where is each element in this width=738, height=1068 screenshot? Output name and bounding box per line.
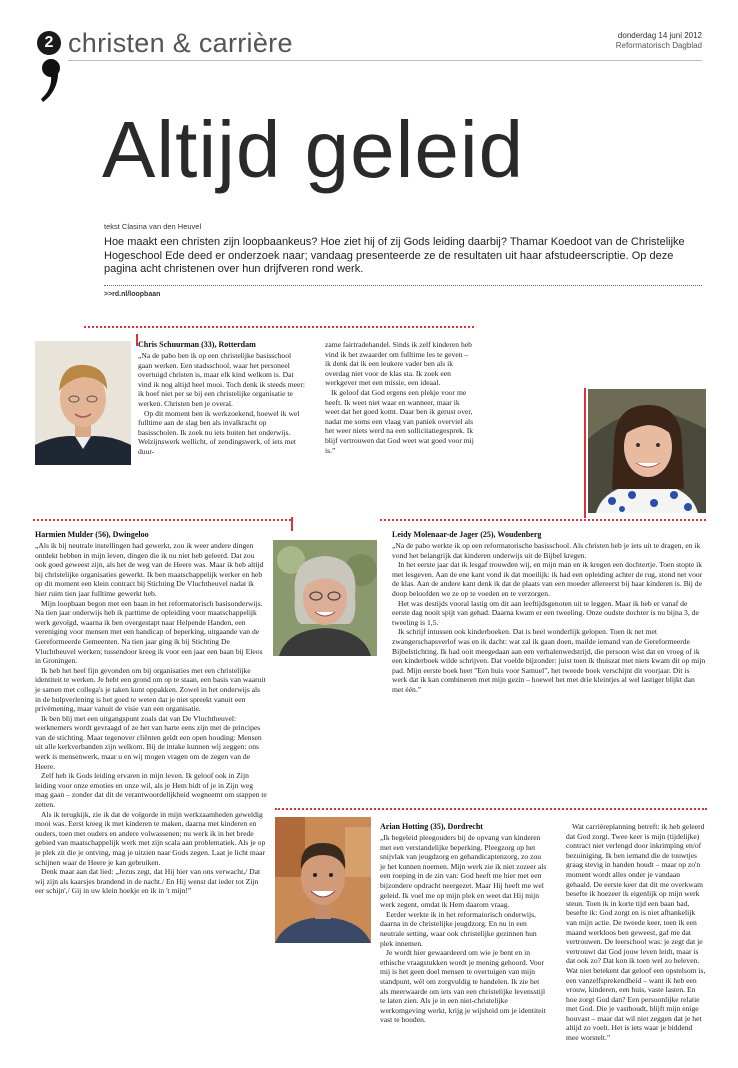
name-harmien: Harmien Mulder (56), Dwingeloo — [35, 530, 149, 539]
paragraph: „Als ik bij neutrale instellingen had gewerkt, zou ik weer andere dingen ontdekt hebben in mijn leven, dingen die ik nu niet heb geleerd. Dat zou ook goed geweest zijn, als het de weg van de Heere was. Maar ik heb altijd bij christelijke organisaties gewerkt. Ik ben maatschappelijk werker en heb op dit moment een klein contract bij Stichting De Vluchtheuvel nadat ik hier ruim tien jaar fulltime gewerkt heb. — [35, 541, 264, 598]
comma-ornament — [40, 56, 60, 104]
page-number-badge — [37, 31, 61, 55]
intro-divider — [104, 285, 702, 286]
paragraph: Ik heb het heel fijn gevonden om bij organisaties met een christelijke identiteit te werken. Je hebt een grond om op te staan, een basis van waaruit je samen met collega's je taken kunt oppakken. Zowel in het onderwijs als in de hulpverlening is het goed te weten dat je niet spreekt vanuit een privémening, maar vanuit de visie van een organisatie. — [35, 665, 266, 714]
text-leidy — [392, 541, 706, 695]
issue-date: donderdag 14 juni 2012 — [617, 31, 702, 40]
paragraph: „Na de pabo werkte ik op een reformatorische basisschool. Als christen heb je iets uit te dragen, en ik vond het belangrijk dat kinderen onderwijs uit de Bijbel kregen. — [392, 541, 701, 560]
name-arian: Arian Hotting (35), Dordrecht — [380, 822, 483, 831]
paragraph: Op dit moment ben ik werkzoekend, hoewel ik wel fulltime aan de slag ben als invalkracht op basisscholen. Ik zoek nu iets buiten het onderwijs. Welzijnswerk wellicht, of zendingswerk, of iets met duur- — [138, 408, 300, 456]
divider-arian-top — [275, 808, 707, 810]
paragraph: Denk maar aan dat lied: „Jezus zegt, dat Hij hier van ons verwacht,/ Dat wij zijn als kaarsjes brandend in de nacht./ En Hij wenst dat ieder tot Zijn eer schijn',/ Gij in uw klein hoekje en ik in 't mijn!” — [35, 867, 261, 896]
page-number: 2 — [44, 34, 54, 51]
byline: tekst Clasina van den Heuvel — [104, 222, 202, 231]
paragraph: Het was destijds vooral lastig om dit aan leeftijdsgenoten uit te leggen. Maar ik heb er vanaf de eerste dag nooit spijt van gehad. Daarna kwam er een tweeling. Onze oudste dochter is nu bijna 3, de tweeling is 1,5. — [392, 598, 699, 627]
header-rule — [68, 60, 702, 61]
photo-leidy — [588, 389, 706, 513]
paragraph: „Na de pabo ben ik op een christelijke basisschool gaan werken. Een stadsschool, waar het personeel overtuigd christen is, maar elk kind welkom is. Dat vind ik nog altijd heel mooi. Toch denk ik steeds meer: ik hoef niet per se bij een christelijke organisatie te werken. Christen ben je overal. — [138, 351, 305, 408]
paragraph: Mijn loopbaan begon met een baan in het reformatorisch basisonderwijs. Na tien jaar onderwijs heb ik parttime de opleiding voor maatschappelijk werk gevolgd, waarna ik ben overgestapt naar Helpende Handen, een vereniging voor mensen met een handicap of beperking, uitgaande van de Gereformeerde Gemeenten. Na tien jaar ging ik bij Stichting De Vluchtheuvel werken; tussendoor kreeg ik voor een jaar een baan bij Eleos in Groningen. — [35, 598, 263, 666]
paragraph: In het eerste jaar dat ik lesgaf trouwden wij, en mijn man en ik kregen een dochtertje. Toen stopte ik met lesgeven. Aan de ene kant vond ik dat moeilijk: ik had een opleiding achter de rug, stond net voor de klas. Aan de andere kant denk ik dat de plaats van een moeder allereerst bij haar kinderen is. Bij de doop beloofden we ze op te voeden en te verzorgen. — [392, 560, 703, 598]
text-chris-col1 — [138, 351, 306, 457]
paragraph: Ik schrijf intussen ook kinderboeken. Dat is heel wonderlijk gelopen. Toen ik net met zwangerschapsverlof was en ik dacht: wat zal ik gaan doen, mailde iemand van de Gereformeerde Bijbelstichting. Ik had ooit meegedaan aan een verhalenwedstrijd, die persoon wist dat en vroeg of ik een kinderboek wilde schrijven. Dat voelde bijzonder: juist toen ik thuiszat met niets kwam dit op mijn pad. Mijn eerste boek heet "Een huis voor Samuel", het tweede boek verschijnt dit voorjaar. Dit is werk dat ik kan combineren met mijn gezin – hoewel het met drie kleintjes al wel lastiger blijkt dan met één.” — [392, 627, 706, 694]
paragraph: Je wordt hier gewaardeerd om wie je bent en in ethische vraagstukken wordt je mening gehoord. Voor mij is het geen doel mensen te overtuigen van mijn standpunt, wél om zorgvuldig te handelen. Ik zie het als meerwaarde om iets van een christelijke levensstijl te laten zien. Als je in een niet-christelijke werkomgeving werkt, krijg je wijsheid om je identiteit vast te houden. — [380, 948, 546, 1025]
accent-bar-leidy — [584, 388, 586, 518]
paragraph: Als ik terugkijk, zie ik dat de volgorde in mijn werkzaamheden geweldig mooi was. Eerst kreeg ik met kinderen te maken, daarna met kinderen en ouders, toen met ouders en andere volwassenen; nu werk ik in het brede gebied van maatschappelijk werk met zijn scala aan problematiek. Als je op je plek zit die je ontving, mag je uitzien naar Gods zegen. Laat je licht maar schijnen waar de Heere je kan gebruiken. — [35, 809, 266, 867]
paragraph: Ik ben blij met een uitgangspunt zoals dat van De Vluchtheuvel: werknemers wordt gevraagd of ze het van harte eens zijn met de principes van de stichting. Maar tegenover cliënten geldt een open houding: Mensen uit alle kerkverbanden zijn welkom. Bij de intake kunnen wij zeggen: ons werk is mensenwerk, maar u en wij mogen vragen om de zegen van de Heere. — [35, 713, 262, 771]
section-title: christen & carrière — [68, 28, 293, 58]
photo-arian — [275, 817, 371, 943]
paragraph: Eerder werkte ik in het reformatorisch onderwijs, daarna in de christelijke jeugdzorg. En nu in een neutrale setting, waar ook christelijke gezinnen hun plek innemen. — [380, 909, 537, 948]
paragraph: „Ik begeleid pleegouders bij de opvang van kinderen met een verstandelijke beperking. Pleegzorg op het snijvlak van jeugdzorg en gehandicaptenzorg, zo zou je het kunnen noemen. Mijn werk zie ik niet zozeer als een roeping in de zin van: God heeft me hier met een bijzondere opdracht neergezet. Maar Hij heeft me wel geleid. Ik voel me op mijn plek en weet dat Hij mijn werk zegent, omdat ik Hem daarom vraag. — [380, 833, 547, 910]
text-chris-col2 — [325, 340, 475, 455]
name-chris: Chris Schuurman (33), Rotterdam — [138, 340, 256, 349]
newspaper-name: Reformatorisch Dagblad — [615, 41, 702, 50]
photo-chris — [35, 341, 131, 465]
divider-chris-top — [84, 326, 474, 328]
paragraph: Wat carrièreplanning betreft: ik heb geleerd dat God zorgt. Twee keer is mijn (tijdelijke) contract niet verlengd door inkrimping en/of bezuiniging. Ik ben iemand die de touwtjes graag stevig in handen houdt – maar op zo'n moment wordt alles onder je vandaan gehaald. De eerste keer dat dit me overkwam besefte ik hoezeer ik eigenlijk op mijn werk steun. Toen ik in korte tijd een baan had, besefte ik: God zorgt en is niet afhankelijk van mijn actie. De tweede keer, toen ik een maand werkloos ben geweest, gaf me dat vertrouwen. De leerschool was: je zegt dat je vertrouwt dat God jouw leven leidt, maar is dat ook zo? Dat kon ik toen wel zo beleven. Wat niet betekent dat geloof een opstelsom is, een vanzelfsprekendheid – want ik heb een vrouw, kinderen, een huis, vaste lasten. En hoe zorgt God dan? Een persoonlijke relatie met God. Die je vasthoudt, blijft mijn enige houvast – maar dat wil niet zeggen dat je het altijd zo voelt. Het is iets waar je biddend mee worstelt.” — [566, 822, 706, 1043]
web-link[interactable]: >>rd.nl/loopbaan — [104, 291, 161, 298]
divider-leidy-top — [380, 519, 706, 521]
paragraph: Zelf heb ik Gods leiding ervaren in mijn leven. Ik geloof ook in Zijn leiding voor onze emoties en onze wil, als je Hem bidt of je in Zijn weg mag gaan – zonder dat dit de verantwoordelijkheid wegneemt om stappen te zetten. — [35, 771, 267, 810]
paragraph: zame fairtradehandel. Sinds ik zelf kinderen heb vind ik het zwaarder om fulltime les te geven – ik denk dat ik een leukere vader ben als ik overdag niet voor de klas sta. Ik zoek een werkgever met een missie, een ideaal. — [325, 340, 472, 388]
headline: Altijd geleid — [102, 105, 525, 194]
text-arian-col2 — [566, 822, 706, 1043]
accent-bar-harmien — [291, 517, 293, 531]
divider-harmien-top — [33, 519, 291, 521]
name-leidy: Leidy Molenaar-de Jager (25), Woudenberg — [392, 530, 542, 539]
intro: Hoe maakt een christen zijn loopbaankeus? Hoe ziet hij of zij Gods leiding daarbij? Thamar Koedoot van de Christelijke Hogeschool Ede deed er onderzoek naar; vandaag presenteerde ze de resultaten uit haar afstudeerscriptie. Op deze pagina acht christenen over hun drijfveren rond werk. — [104, 236, 685, 275]
photo-harmien — [273, 540, 377, 656]
text-harmien — [35, 541, 267, 896]
text-arian-col1 — [380, 833, 548, 1025]
paragraph: Ik geloof dat God ergens een plekje voor me heeft. Ik weet niet waar en wanneer, maar ik weet dat het goed komt. Daar ben ik gerust over, nadat me soms een vlaag van paniek overviel als het weer niets werd na een sollicitatiegesprek. Ik blijf vertrouwen dat God weet wat goed voor mij is.” — [325, 387, 474, 455]
